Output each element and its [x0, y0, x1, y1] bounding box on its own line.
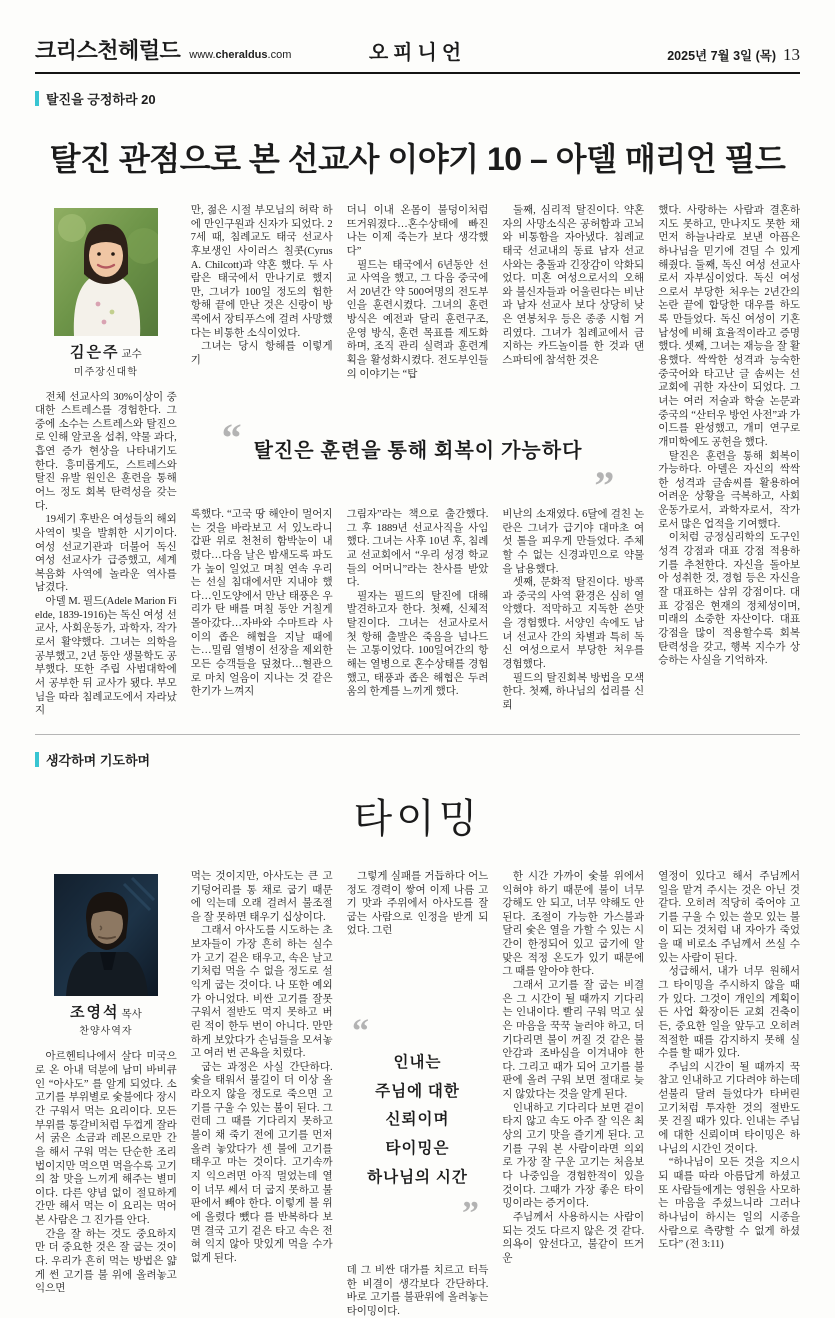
- article1-headline: 탈진 관점으로 본 선교사 이야기 10 – 아델 매리언 필드: [49, 141, 786, 177]
- date-pagenumber: [667, 45, 800, 65]
- newspaper-website: www.cheraldus.com: [189, 49, 292, 61]
- article2-col4-text: 한 시간 가까이 숯불 위에서 익혀야 하기 때문에 불이 너무 강해도 안 되고, 너무 약해도 안 된다. 조절이 가능한 가스불과 달리 숯은 열을 가할 수 있는 시간이 한정되어 있고 굽기에 알맞은 적정 온도가 있기 때문에 그 때를 알아야 한다. 그래서 고기를 잘 굽는 비결은 그 시간이 될 때까지 기다리는 인내이다. 빨리 구워 먹고 싶은 마음을 꾹꾹 눌러야 하고, 더 기다리면 불이 꺼질 것 같은 불안감과 조바심을 이겨내야 한다. 그리고 때가 되어 고기를 불판에 올려 구워 보면 절대로 늦지 않았다는 것을 알게 된다. 인내하고 기다리다 보면 겉이 타지 않고 속도 아주 잘 익은 최상의 고기 맛을 즐기게 된다. 고기를 구워 본 사람이라면 의외로 가장 잘 구운 고기는 처음보다 나중임을 경험한적이 있을 것이다. 그때가 가장 좋은 타이밍이라는 증거이다. 주님께서 사용하시는 사람이 되는 것도 다르지 않은 것 같다. 의욕이 앞선다고, 불같이 뜨거운: [502, 870, 645, 1264]
- newspaper-logo: 크리스천헤럴드: [35, 38, 181, 63]
- article1-column-5: [658, 204, 800, 718]
- article2-author-box: [35, 870, 177, 1051]
- article1-col2-bottom-text: 록했다. “고국 땅 해안이 멀어지는 것을 바라보고 서 있노라니 갑판 위로 천천히 함박눈이 내렸다…다음 날은 밤새도록 파도가 높이 일었고 며칠 연속 우리는 선실 침대에서만 지내야 했다…인도양에서 만난 태풍은 우리가 탄 배를 며칠 동안 거칠게 몰아갔다…자바와 수마트라 사이의 좁은 해협을 지날 때에는…밀림 열병이 선장을 제외한 모든 승객들을 덮쳤다…혈관으로 마치 얼음이 지나는 것 같은 한기가 느껴지: [190, 509, 333, 698]
- article1-body: [35, 204, 800, 718]
- article2-column-2: [191, 870, 333, 1318]
- issue-date: 2025년 7월 3일 (목): [667, 49, 776, 63]
- close-quote-icon: ”: [462, 1195, 479, 1233]
- close-quote-icon: ”: [594, 463, 615, 508]
- article1-col3-bottom-text: 그림자”라는 책으로 출간했다. 그 후 1889년 선교사직을 사임했다. 그녀는 사후 10년 후, 침례교 선교회에서 “우리 성경 학교들의 어머니”라는 찬사를 받았다. 필자는 필드의 탈진에 대해 발견하고자 한다. 첫째, 신체적 탈진이다. 그녀는 선교사로서 첫 항해 출발은 죽음을 넘나드는 고통이었다. 100일여간의 항해는 열병으로 혼수상태를 경험했고, 태풍과 좁은 해협은 두려움의 한계를 느끼게 했다.: [346, 509, 489, 698]
- kicker-bar-icon: [35, 91, 39, 106]
- article1-col3-top-text: 더니 이내 온몸이 불덩이처럼 뜨거워졌다…혼수상태에 빠진 나는 이제 죽는가 보다 생각했다” 필드는 태국에서 6년동안 선교 사역을 했고, 그 다음 중국에서 20년간 약 500여명의 전도부인을 훈련시켰다. 그녀의 훈련방식은 예전과 달리 훈련구조, 운영 방식, 훈련 목표를 제도화하며, 조직 관리 실력과 훈련계획을 활성화시켰다. 전도부인들의 이야기는 “탑: [346, 205, 489, 380]
- article2-column-4: [502, 870, 644, 1318]
- article2-author-name: 조영석 목사: [70, 1004, 142, 1021]
- article2-col3-top-text: 그렇게 실패를 거듭하다 어느 정도 경력이 쌓여 이제 나름 고기 맛과 주위에서 아사도를 잘 굽는 사람으로 인정을 받게 되었다. 그런: [346, 870, 489, 937]
- open-quote-icon: “: [221, 415, 242, 460]
- article1-pull-quote: “ 탈진은 훈련을 통해 회복이 가능하다 ”: [221, 415, 615, 508]
- article-divider: [35, 734, 800, 735]
- article2-col2-text: 먹는 것이지만, 아사도는 큰 고기덩어리를 통 채로 굽기 때문에 익는데 오래 걸려서 불조절을 잘 못하면 태우기 십상이다. 그래서 아사도를 시도하는 초보자들이 가장 흔히 하는 실수가 고기 겉은 태우고, 속은 날고기처럼 먹을 수 없을 정도로 설익게 굽는 것이다. 나 또한 예외가 아니었다. 비싼 고기를 잘못 구워서 절반도 먹지 못하고 버린 적이 한두 번이 아니다. 만만하게 보았다가 손님들을 모셔놓고 여러 번 곤욕을 치렀다. 굽는 과정은 사실 간단하다. 숯을 태워서 불길이 더 이상 올라오지 않을 정도로 죽으면 고기를 구울 수 있는 불이 된다. 그런데 그 때를 기다리지 못하고 불이 채 죽기 전에 고기를 먼저 올려 놓았다가 센 불에 고기를 태우고 마는 것이다. 고기속까지 익으려면 아직 멀었는데 열이 너무 쎄서 더 굽지 못하고 불판에서 빼야 한다. 이렇게 불 위에 올렸다 뺐다 를 반복하다 보면 결국 고기 겉은 타고 속은 전혀 익지 않아 맛있게 먹을 수가 없게 된다.: [190, 870, 333, 1264]
- article1-col5-text: 했다. 사랑하는 사람과 결혼하지도 못하고, 만나지도 못한 채 먼저 하늘나라로 보낸 아픔은 하나님을 믿기에 견딜 수 있게 해줬다. 둘째, 독신 여성 선교사로서 자부심이었다. 독신 여성으로서 부당한 처우는 2년간의 논란 끝에 합당한 대우를 하도록 만들었다. 독신 여성이 기혼 남성에 비해 효율적이라고 증명했다. 셋째, 그녀는 재능을 잘 활용했다. 싹싹한 성격과 능숙한 중국어와 타고난 글 솜씨는 선교회에 귀한 자산이 되었다. 그녀는 여러 저술과 학술 논문과 중국의 “산터우 방언 사전”과 가이드를 완성했고, 개미 연구로 개미학에도 공헌을 했다. 탈진은 훈련을 통해 회복이 가능하다. 아델은 자신의 싹싹한 성격과 글솜씨를 활용하여 어려운 상황을 극복하고, 사회운동가로서, 과학자로서, 작가로서 많은 업적을 기여했다. 이처럼 긍정심리학의 도구인 성격 강점과 대표 강점 적용하기를 추천한다. 자신을 돌아보아 성취한 것, 경험 등은 자신을 잘 대표하는 삼위 강점이다. 대표 강점은 현재의 정체성이며, 미래의 소중한 자산이다. 대표 강점을 많이 적용할수록 회복 탄력성을 갖고, 행복 지수가 상승하는 사실을 기억하자.: [658, 205, 800, 667]
- article1-author-box: [35, 204, 177, 391]
- article2-author-affiliation: 찬양사역자: [79, 1026, 133, 1038]
- series-kicker-prayer: 생각하며 기도하며: [35, 750, 800, 769]
- section-title: 오피니언: [368, 42, 467, 64]
- article1-col2-top-text: 만, 젊은 시절 부모님의 허락 하에 만인구원과 신자가 되었다. 27세 때, 침례교도 태국 선교사 후보생인 사이러스 칠콧(Cyrus A. Chilcott)과 약혼 했다. 두 사람은 태국에서 만나기로 했지만, 그녀가 100일 정도의 험한 항해 끝에 만난 것은 신랑이 방콕에서 장티푸스에 걸려 사망했다는 비통한 소식이었다. 그녀는 당시 항해를 이렇게 기: [190, 205, 333, 367]
- article1-column-1: [35, 204, 177, 718]
- article1-col1-text: 전체 선교사의 30%이상이 중대한 스트레스를 경험한다. 그 중에 소수는 스트레스와 탈진으로 인해 알코올 섭취, 약물 과다, 흡연 증가 현상을 나타내기도 한다. 흥미롭게도, 스트레스와 탈진 유발 원인은 훈련을 통해 어느 정도 회복 탄력성을 갖는다. 19세기 후반은 여성들의 해외 사역이 빛을 발휘한 시기이다. 여성 선교기관과 더불어 독신 여성 선교사가 급증했고, 세계 복음화 사역에 놀라운 역사를 남겼다. 아델 M. 필드(Adele Marion Fielde, 1839-1916)는 독신 여성 선교사, 사회운동가, 과학자, 작가로서 활약했다. 그녀는 의학을 공부했고, 2년 동안 생물학도 공부했다. 또한 주립 사범대학에서 공부한 뒤 교사가 됐다. 부모님을 따라 침례교도에서 자라났지: [35, 391, 177, 717]
- article1-col4-top-text: 둘째, 심리적 탈진이다. 약혼자의 사망소식은 공허함과 고뇌와 비통함을 자아냈다. 침례교 태국 선교내의 동료 남자 선교사와는 충돌과 긴장감이 악화되었다. 미혼 여성으로서의 오해와 불신자들과 어울린다는 비난과 남자 선교사 보다 상당히 낮은 연봉처우 등은 종종 시험 거리였다. 그녀가 침례교에서 금지하는 카드놀이를 한 것과 댄스파티에 참석한 것은: [502, 205, 645, 367]
- article2-headline: 타이밍: [353, 795, 482, 841]
- article2-col3-bottom-text: 데 그 비싼 대가를 치르고 터득한 비결이 생각보다 간단하다. 바로 고기를 불판위에 올려놓는 타이밍이다.: [346, 1264, 489, 1317]
- series-kicker-burnout: 탈진을 긍정하라 20: [35, 89, 800, 108]
- article2-col1-text: 아르헨티나에서 살다 미국으로 온 아내 덕분에 남미 바비큐인 “아사도” 를 알게 되었다. 소고기를 부위별로 숯불에다 장시간 구워서 먹는 요리이다. 모든 부위를 통갈비처럼 두껍게 잘라서 굵은 소금과 레몬으로만 간을 해서 구워 먹는 단순한 조리법이지만 먹으면 먹을수록 고기의 참 맛을 느끼게 해주는 별미이다. 다른 양념 없이 절묘하게 간만 해서 먹는 이 요리는 먹어본 사람은 그 진가를 안다. 간을 잘 하는 것도 중요하지만 더 중요한 것은 잘 굽는 것이다. 우리가 흔히 먹는 방법은 얇게 썬 고기를 불 위에 올려놓고 익으면: [35, 1051, 177, 1295]
- open-quote-icon: “: [352, 1012, 369, 1050]
- author-photo-kim: [54, 208, 158, 336]
- article1-col4-bottom-text: 비난의 소재였다. 6달에 걸친 논란은 그녀가 급기야 대마초 여섯 톨을 피우게 만들었다. 주체할 수 없는 신경과민으로 약물을 남용했다. 셋째, 문화적 탈진이다. 방콕과 중국의 사역 환경은 심히 열악했다. 적막하고 지독한 쓴맛을 경험했다. 서양인 속에도 남녀 선교사 간의 차별과 특히 독신 여성으로서 부당한 처우를 경험했다. 필드의 탈진회복 방법을 모색한다. 첫째, 하나님의 섭리를 신뢰: [502, 509, 645, 711]
- kicker-bar-icon: [35, 752, 39, 767]
- author-photo-cho: [54, 874, 158, 996]
- article1-author-name: 김은주 교수: [70, 345, 142, 361]
- masthead: [35, 34, 800, 74]
- article2-column-5: [658, 870, 800, 1318]
- article2-body: [35, 870, 800, 1318]
- article2-column-1: [35, 870, 177, 1318]
- article1-author-affiliation: 미주장신대학: [73, 366, 138, 378]
- article2-col5-text: 열정이 있다고 해서 주님께서 일을 맡겨 주시는 것은 아닌 것 같다. 오히려 적당히 죽어야 고기를 구울 수 있는 쓸모 있는 불이 되는 것처럼 내 자아가 죽었을 때 비로소 주님께서 쓰실 수 있는 사람이 된다. 성급해서, 내가 너무 원해서 그 타이밍을 주시하지 않을 때가 있다. 그것이 개인의 계획이든 사업 확장이든 교회 건축이든, 중요한 일을 앞두고 오히려 적절한 때를 감지하지 못해 실수를 할 때가 있다. 주님의 시간이 될 때까지 꾹 참고 인내하고 기다려야 하는데 섣불리 달려 들었다가 타버린 고기처럼 투자한 것의 절반도 못 건질 때가 있다. 인내는 주님에 대한 신뢰이며 타이밍은 하나님의 시간인 것이다. “하나님이 모든 것을 지으시되 때를 따라 아름답게 하셨고 또 사람들에게는 영원을 사모하는 마음을 주셨느니라 그러나 하나님이 하시는 일의 시종을 사람으로 측량할 수 없게 하셨도다” (전 3:11): [658, 870, 800, 1251]
- page-number: 13: [783, 45, 800, 64]
- article2-pull-quote: “ 인내는 주님에 대한 신뢰이며 타이밍은 하나님의 시간 ”: [346, 1018, 489, 1268]
